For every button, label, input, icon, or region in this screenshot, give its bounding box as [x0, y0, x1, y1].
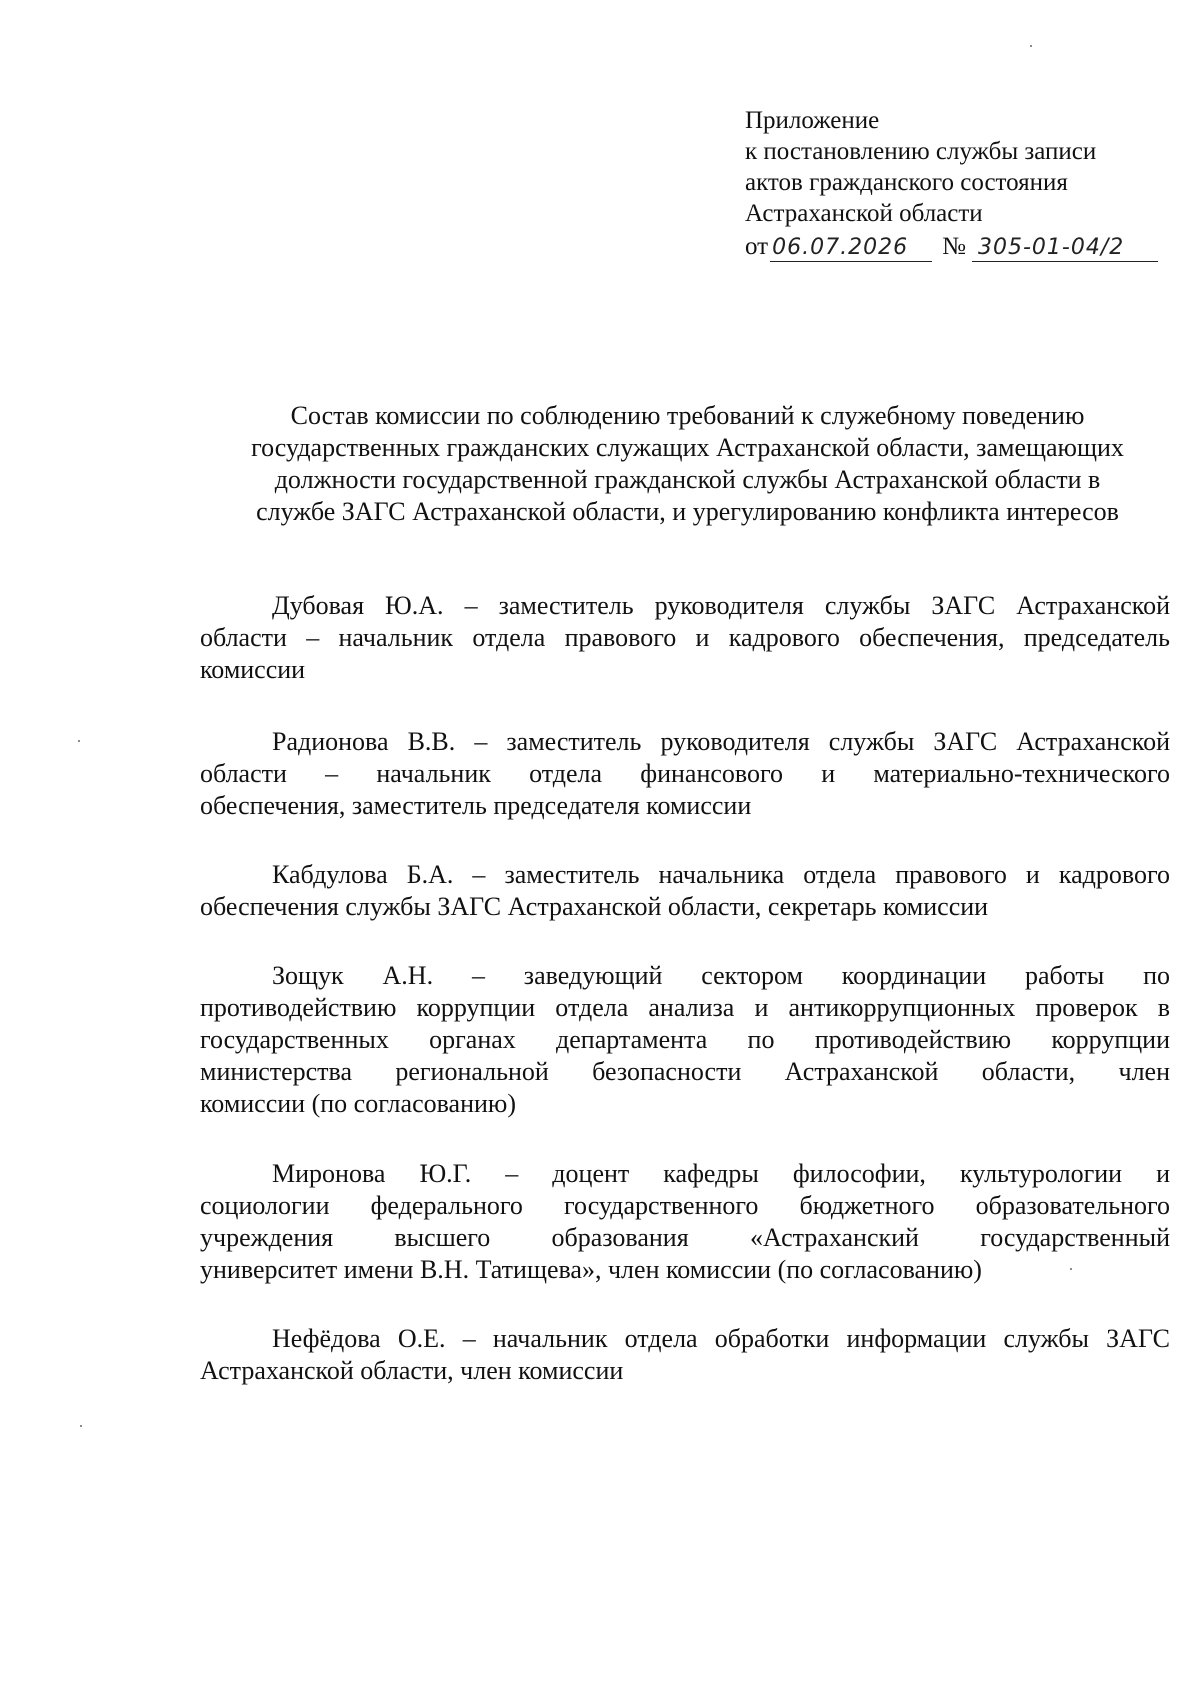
member-line: области – начальник отдела финансового и материально-технического: [200, 759, 1170, 788]
member-line: области – начальник отдела правового и кадрового обеспечения, председатель: [200, 623, 1170, 652]
document-title: [205, 400, 1170, 528]
scan-speck: [1070, 1268, 1072, 1270]
title-line: службе ЗАГС Астраханской области, и урегулированию конфликта интересов: [256, 497, 1119, 526]
appendix-line: к постановлению службы записи: [745, 138, 1097, 165]
member-line: Радионова В.В. – заместитель руководителя службы ЗАГС Астраханской: [272, 727, 1170, 756]
scan-speck: [80, 1425, 82, 1427]
handwritten-date: 06.07.2026: [770, 235, 932, 262]
member-line: университет имени В.Н. Татищева», член комиссии (по согласованию): [200, 1255, 982, 1284]
appendix-line: Астраханской области: [745, 200, 983, 227]
member-line: Дубовая Ю.А. – заместитель руководителя службы ЗАГС Астраханской: [272, 591, 1170, 620]
appendix-line: Приложение: [745, 107, 880, 134]
member-line: министерства региональной безопасности Астраханской области, член: [200, 1057, 1170, 1086]
member-line: комиссии (по согласованию): [200, 1089, 516, 1118]
member-line: комиссии: [200, 655, 306, 684]
member-line: Нефёдова О.Е. – начальник отдела обработки информации службы ЗАГС: [272, 1324, 1170, 1353]
member-entry: [200, 726, 1170, 822]
member-entry: [200, 960, 1170, 1120]
date-prefix: от: [745, 233, 769, 260]
member-line: противодействию коррупции отдела анализа и антикоррупционных проверок в: [200, 993, 1170, 1022]
appendix-line: актов гражданского состояния: [745, 169, 1068, 196]
title-line: государственных гражданских служащих Астраханской области, замещающих: [251, 433, 1124, 462]
member-line: государственных органах департамента по противодействию коррупции: [200, 1025, 1170, 1054]
appendix-header: [745, 105, 1165, 262]
handwritten-number: 305-01-04/2: [972, 235, 1158, 262]
member-line: Зощук А.Н. – заведующий сектором координации работы по: [272, 961, 1170, 990]
scan-speck: [78, 740, 80, 742]
member-line: социологии федерального государственного бюджетного образовательного: [200, 1191, 1170, 1220]
member-entry: [200, 590, 1170, 686]
member-line: Астраханской области, член комиссии: [200, 1356, 624, 1385]
number-label: №: [942, 233, 966, 260]
member-line: Миронова Ю.Г. – доцент кафедры философии, культурологии и: [272, 1159, 1170, 1188]
title-line: Состав комиссии по соблюдению требований к служебному поведению: [290, 401, 1085, 430]
member-entry: [200, 1158, 1170, 1286]
scan-speck: [1030, 45, 1032, 47]
member-entry: [200, 1323, 1170, 1387]
title-line: должности государственной гражданской службы Астраханской области в: [274, 465, 1101, 494]
member-line: учреждения высшего образования «Астраханский государственный: [200, 1223, 1170, 1252]
member-entry: [200, 859, 1170, 923]
member-line: Кабдулова Б.А. – заместитель начальника отдела правового и кадрового: [272, 860, 1170, 889]
member-line: обеспечения службы ЗАГС Астраханской области, секретарь комиссии: [200, 892, 989, 921]
date-number-line: [745, 231, 1165, 262]
member-line: обеспечения, заместитель председателя комиссии: [200, 791, 752, 820]
